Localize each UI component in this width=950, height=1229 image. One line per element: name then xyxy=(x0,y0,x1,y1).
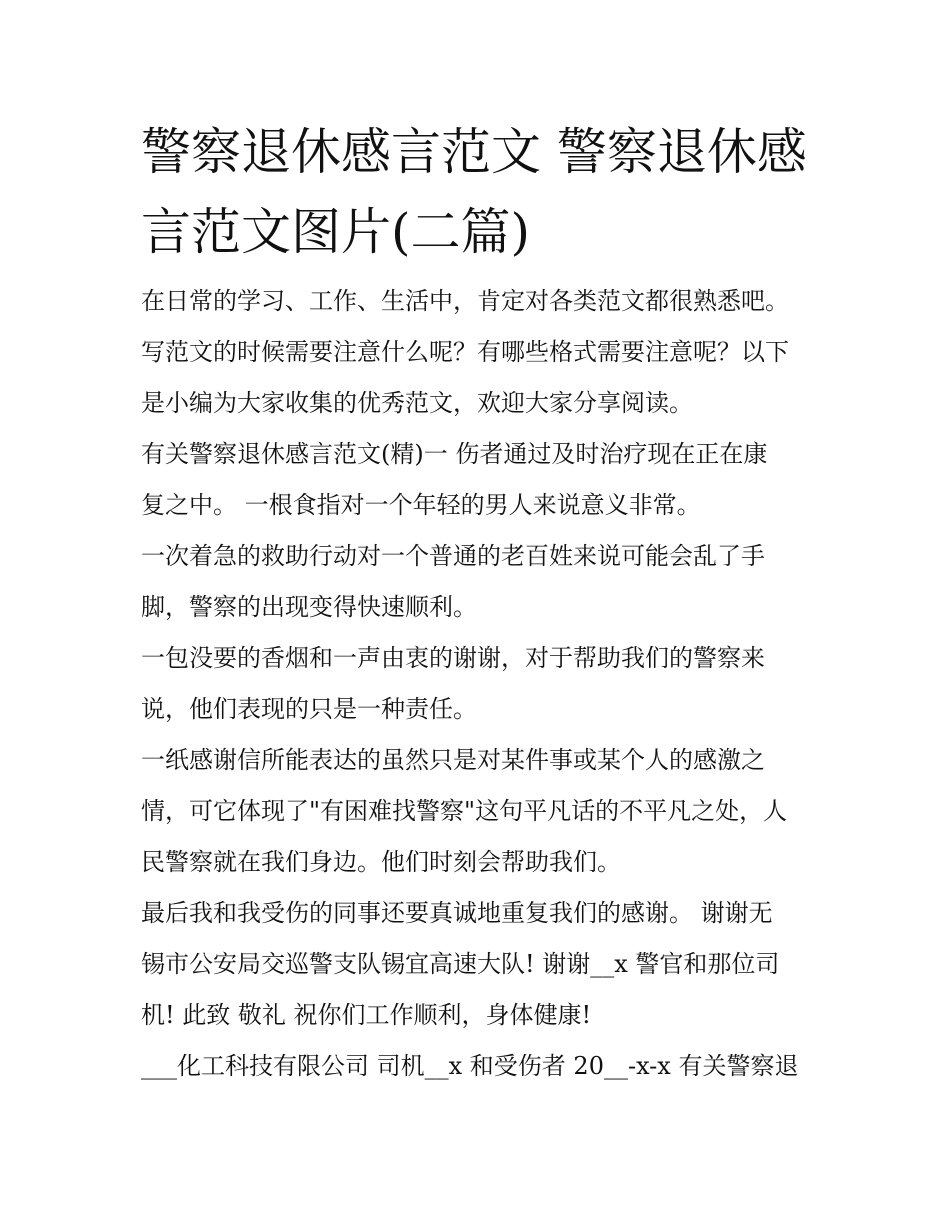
body-line: 写范文的时候需要注意什么呢？有哪些格式需要注意呢？以下 xyxy=(141,338,789,366)
body-line: 复之中。 一根食指对一个年轻的男人来说意义非常。 xyxy=(141,491,701,519)
body-line: 在日常的学习、工作、生活中，肯定对各类范文都很熟悉吧。 xyxy=(141,287,789,315)
body-line: 一包没要的香烟和一声由衷的谢谢，对于帮助我们的警察来 xyxy=(141,644,765,672)
body-line: 说，他们表现的只是一种责任。 xyxy=(141,695,477,723)
title-line-1: 警察退休感言范文 警察退休感 xyxy=(141,123,807,181)
body-line: 一纸感谢信所能表达的虽然只是对某件事或某个人的感激之 xyxy=(141,746,765,774)
body-line: 最后我和我受伤的同事还要真诚地重复我们的感谢。 谢谢无 xyxy=(141,899,773,927)
body-line: 机! 此致 敬礼 祝你们工作顺利，身体健康! xyxy=(141,1001,592,1029)
body-line: ___化工科技有限公司 司机__x 和受伤者 20__-x-x 有关警察退 xyxy=(141,1052,799,1080)
body-line: 情，可它体现了"有困难找警察"这句平凡话的不平凡之处，人 xyxy=(141,797,788,825)
body-line: 有关警察退休感言范文(精)一 伤者通过及时治疗现在正在康 xyxy=(141,440,768,468)
body-line: 锡市公安局交巡警支队锡宜高速大队! 谢谢__x 警官和那位司 xyxy=(141,950,780,978)
title-line-2: 言范文图片(二篇) xyxy=(141,203,531,261)
body-line: 是小编为大家收集的优秀范文，欢迎大家分享阅读。 xyxy=(141,389,693,417)
document-title xyxy=(141,112,821,272)
body-line: 民警察就在我们身边。他们时刻会帮助我们。 xyxy=(141,848,621,876)
document-body xyxy=(141,276,841,1092)
body-line: 一次着急的救助行动对一个普通的老百姓来说可能会乱了手 xyxy=(141,542,765,570)
body-line: 脚，警察的出现变得快速顺利。 xyxy=(141,593,477,621)
